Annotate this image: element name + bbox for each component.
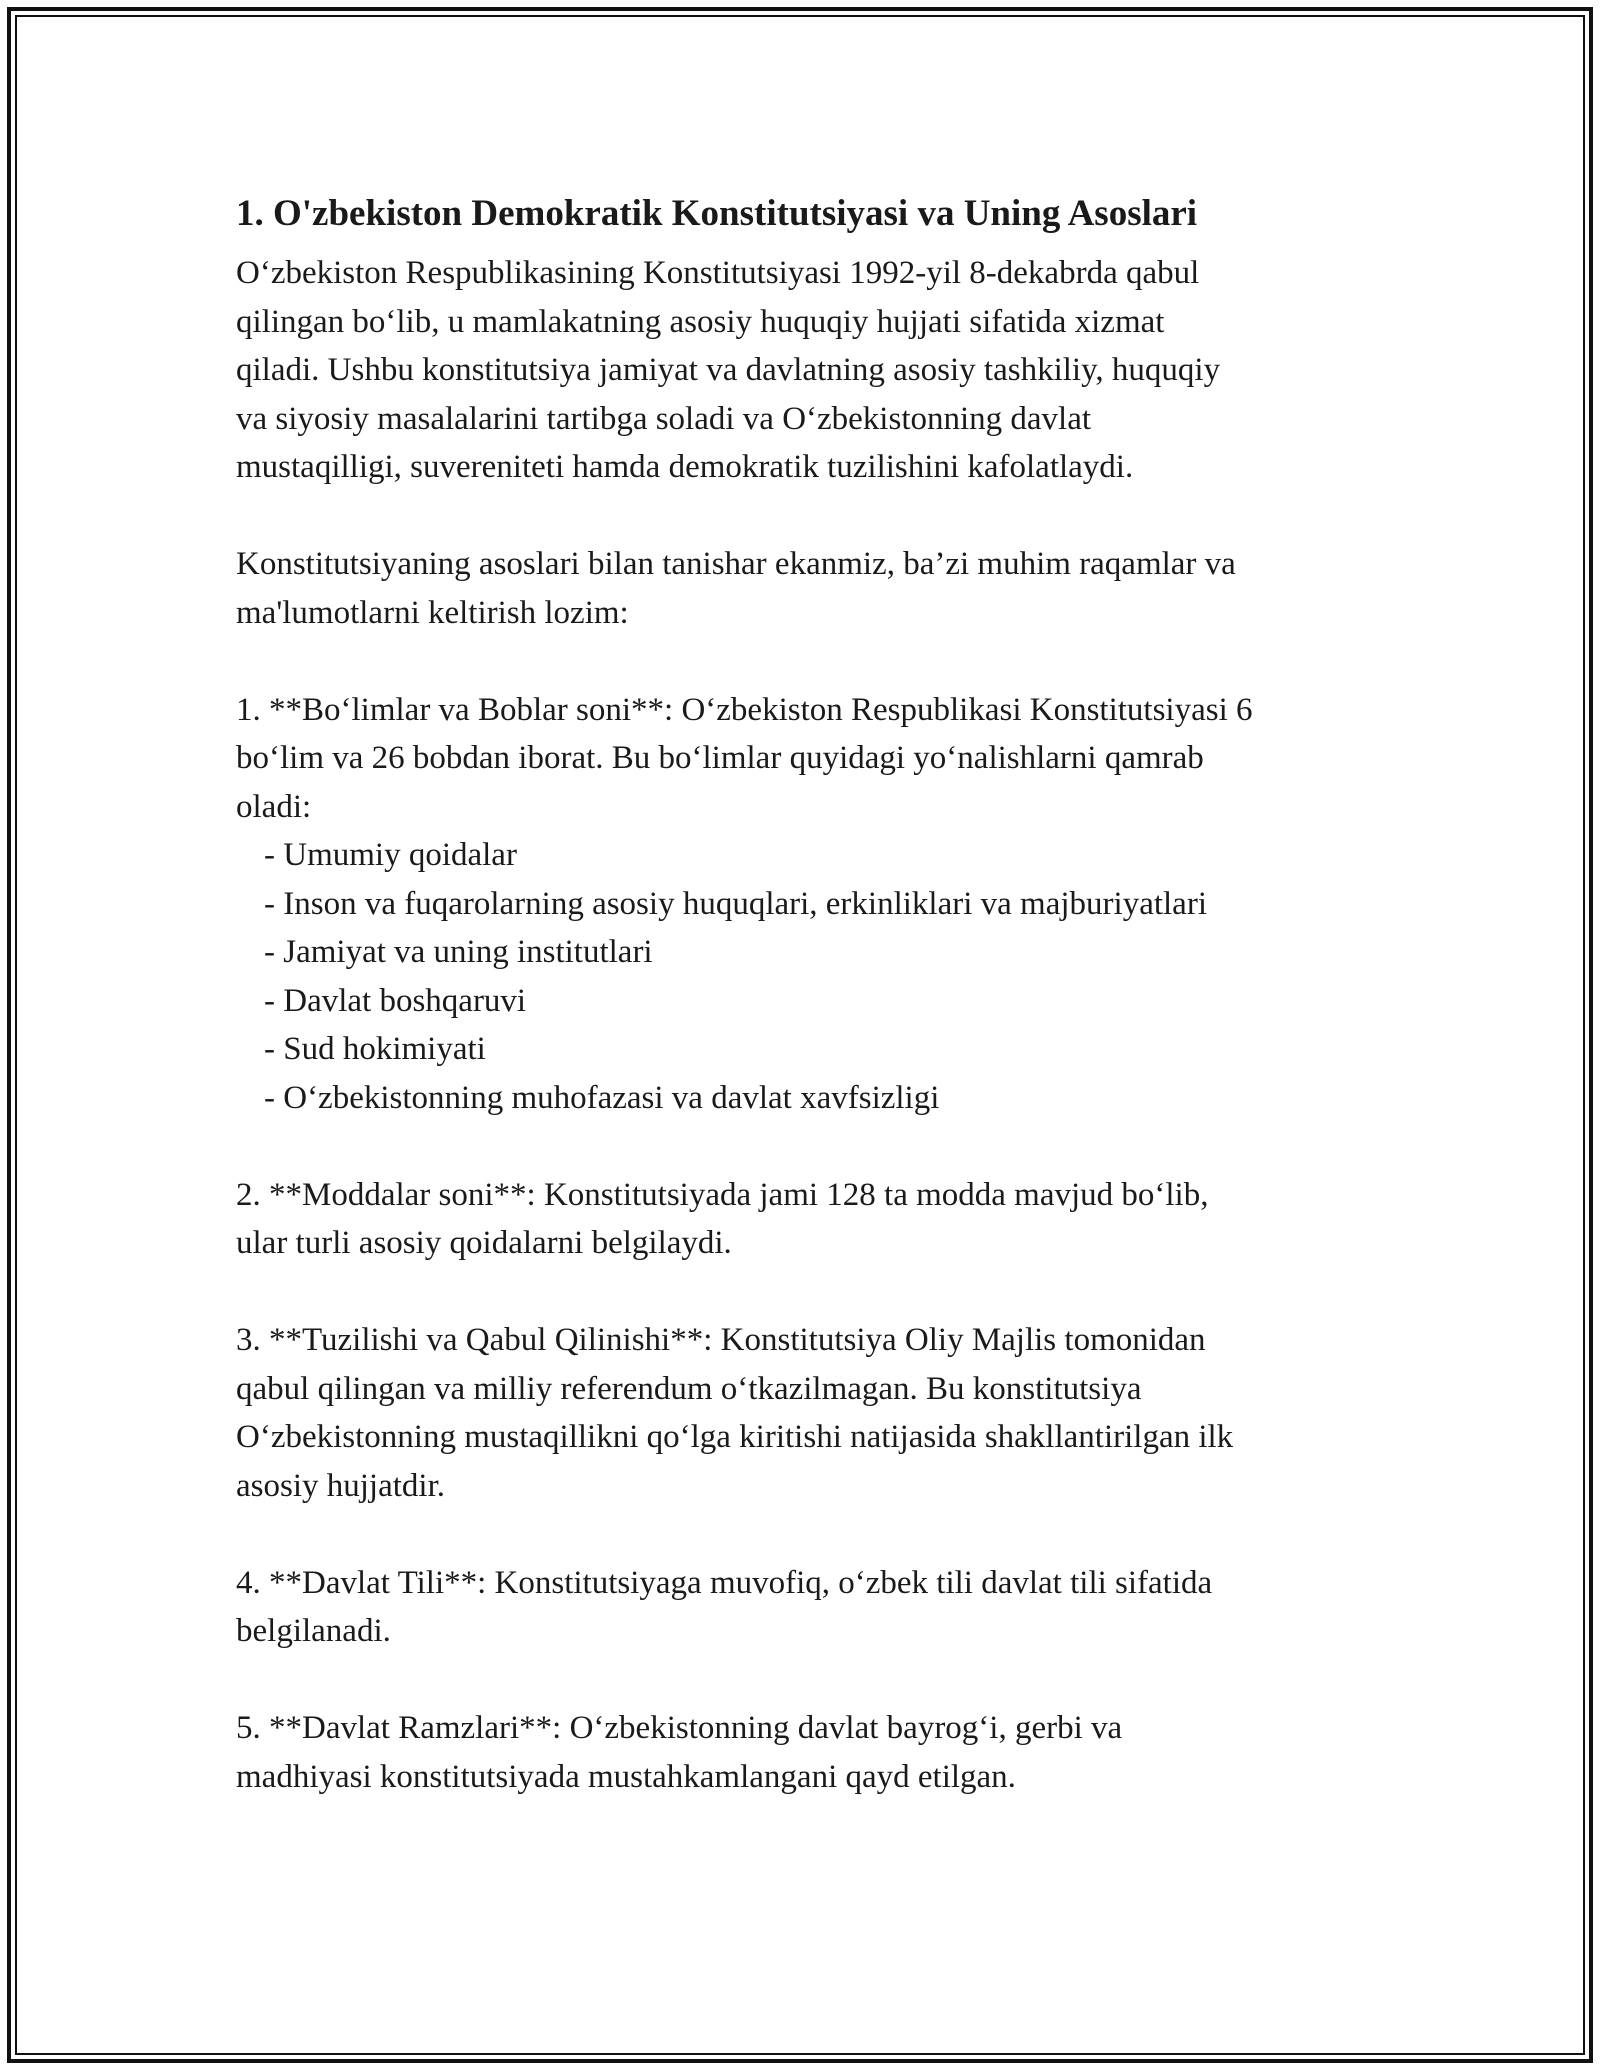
item-sections-count [236, 686, 1376, 832]
intro-line: O‘zbekiston Respublikasining Konstitutsiyasi 1992-yil 8-dekabrda qabul [236, 255, 1200, 291]
item-state-language [236, 1559, 1376, 1656]
paragraph-gap [236, 1268, 1376, 1317]
document-body [236, 186, 1376, 1801]
item4-line: 4. **Davlat Tili**: Konstitutsiyaga muvofiq, o‘zbek tili davlat tili sifatida [236, 1564, 1213, 1601]
item5-line: madhiyasi konstitutsiyada mustahkamlangani qayd etilgan. [236, 1758, 1016, 1795]
intro-paragraph [236, 249, 1376, 492]
intro-line: va siyosiy masalalarini tartibga soladi va O‘zbekistonning davlat [236, 400, 1092, 437]
section-list-item: - Inson va fuqarolarning asosiy huquqlari, erkinliklari va majburiyatlari [264, 885, 1207, 922]
paragraph-gap [236, 1122, 1376, 1171]
item3-line: 3. **Tuzilishi va Qabul Qilinishi**: Konstitutsiya Oliy Majlis tomonidan [236, 1322, 1206, 1358]
intro-line: qilingan bo‘lib, u mamlakatning asosiy huquqiy hujjati sifatida xizmat [236, 303, 1165, 340]
sections-list [236, 831, 1376, 1122]
item-articles-count [236, 1171, 1376, 1268]
section-list-item: - Davlat boshqaruvi [264, 982, 527, 1019]
section-list-item: - Jamiyat va uning institutlari [264, 934, 653, 970]
item4-line: belgilanadi. [236, 1613, 391, 1649]
section-list-item: - Umumiy qoidalar [264, 837, 517, 873]
item-structure-adoption [236, 1316, 1376, 1510]
document-title: 1. O'zbekiston Demokratik Konstitutsiyasi va Uning Asoslari [236, 193, 1198, 234]
item-state-symbols [236, 1704, 1376, 1801]
item2-line: 2. **Moddalar soni**: Konstitutsiyada jami 128 ta modda mavjud bo‘lib, [236, 1176, 1209, 1213]
section-list-item: - O‘zbekistonning muhofazasi va davlat xavfsizligi [264, 1079, 940, 1116]
item1-line: bo‘lim va 26 bobdan iborat. Bu bo‘limlar quyidagi yo‘nalishlarni qamrab [236, 740, 1204, 776]
lead-line: ma'lumotlarni keltirish lozim: [236, 594, 629, 631]
item5-line: 5. **Davlat Ramzlari**: O‘zbekistonning davlat bayrog‘i, gerbi va [236, 1710, 1123, 1746]
intro-line: qiladi. Ushbu konstitutsiya jamiyat va davlatning asosiy tashkiliy, huquqiy [236, 352, 1221, 388]
item1-line: oladi: [236, 788, 312, 825]
intro-line: mustaqilligi, suvereniteti hamda demokratik tuzilishini kafolatlaydi. [236, 449, 1134, 485]
lead-paragraph [236, 540, 1376, 637]
paragraph-gap [236, 1510, 1376, 1559]
item3-line: O‘zbekistonning mustaqillikni qo‘lga kiritishi natijasida shakllantirilgan ilk [236, 1419, 1234, 1455]
item3-line: qabul qilingan va milliy referendum o‘tkazilmagan. Bu konstitutsiya [236, 1370, 1142, 1407]
item3-line: asosiy hujjatdir. [236, 1467, 445, 1504]
paragraph-gap [236, 637, 1376, 686]
item2-line: ular turli asosiy qoidalarni belgilaydi. [236, 1225, 732, 1261]
paragraph-gap [236, 1656, 1376, 1705]
lead-line: Konstitutsiyaning asoslari bilan tanishar ekanmiz, ba’zi muhim raqamlar va [236, 546, 1236, 582]
section-list-item: - Sud hokimiyati [264, 1031, 486, 1067]
item1-line: 1. **Bo‘limlar va Boblar soni**: O‘zbekiston Respublikasi Konstitutsiyasi 6 [236, 691, 1253, 728]
paragraph-gap [236, 492, 1376, 541]
